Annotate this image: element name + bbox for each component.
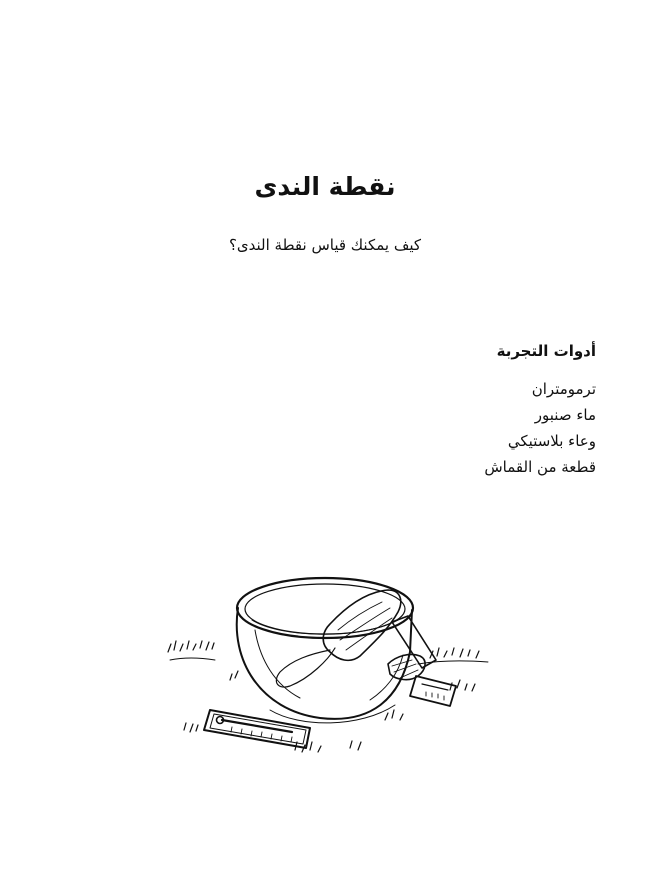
list-item: وعاء بلاستيكي: [507, 432, 596, 450]
materials-section: [296, 342, 596, 480]
page-title: نقطة الندى: [254, 172, 396, 201]
cloth: [323, 590, 401, 660]
materials-list: [296, 376, 596, 480]
page-question: كيف يمكنك قياس نقطة الندى؟: [228, 236, 422, 254]
list-item: ماء صنبور: [534, 406, 596, 424]
bowl-with-thermometers-illustration: [160, 560, 500, 770]
list-item: قطعة من القماش: [484, 458, 596, 476]
materials-heading: أدوات التجربة: [496, 342, 596, 360]
ground-thermometer: [204, 710, 310, 748]
list-item: ترمومتران: [531, 380, 596, 398]
